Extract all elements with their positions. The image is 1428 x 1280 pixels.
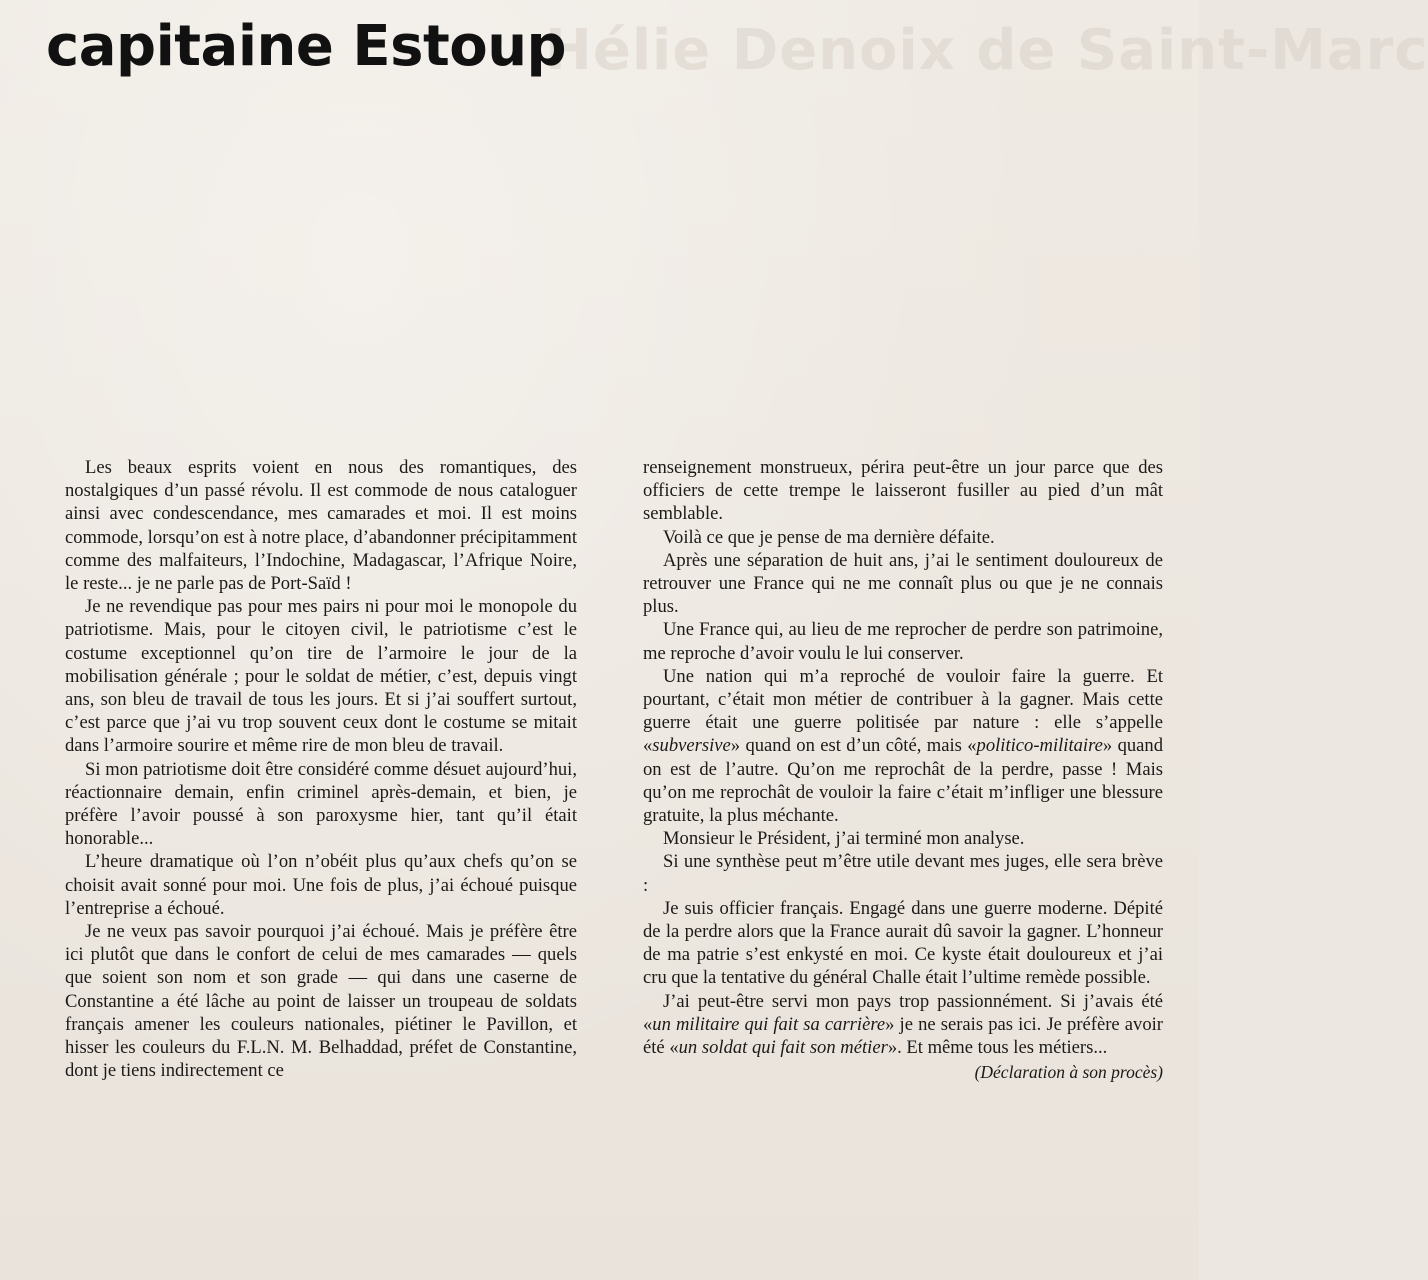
text-run: » je ne serais pas ici. Je préfère avoir été « — [643, 1013, 1163, 1059]
text-run: J’ai peut-être servi mon pays trop passionnément. Si j’avais été « — [643, 990, 1163, 1035]
paragraph: Je ne veux pas savoir pourquoi j’ai échoué. Mais je préfère être ici plutôt que dans le confort de celui de mes camarades — quels que soient son nom et son grade — qui dans une caserne de Constantine a été lâche au point de laisser un troupeau de soldats français amener les couleurs nationales, piétiner le Pavillon, et hisser les couleurs du F.L.N. M. Belhaddad, préfet de Constantine, dont je tiens indirectement ce — [65, 921, 577, 1082]
paragraph: Les beaux esprits voient en nous des romantiques, des nostalgiques d’un passé révolu. Il est commode de nous cataloguer ainsi avec condescendance, mes camarades et moi. Il est moins commode, lorsqu’on est à notre place, d’abandonner précipitamment comme des malfaiteurs, l’Indochine, Madagascar, l’Afrique Noire, le reste... je ne parle pas de Port-Saïd ! — [65, 457, 577, 595]
paragraph: Une France qui, au lieu de me reprocher de perdre son patrimoine, me reproche d’avoir voulu le lui conserver. — [643, 619, 1163, 664]
paragraph: Monsieur le Président, j’ai terminé mon analyse. — [663, 828, 1025, 850]
italic-quote: politico-militaire — [976, 735, 1103, 757]
text-run: » quand on est d’un côté, mais « — [730, 735, 977, 757]
right-column — [643, 456, 1163, 1084]
italic-quote: subversive — [652, 735, 731, 757]
text-run: ». Et même tous les métiers... — [887, 1037, 1108, 1059]
paragraph-continued: renseignement monstrueux, périra peut-être un jour parce que des officiers de cette trempe le laisseront fusiller au pied d’un mât semblable. — [643, 457, 1163, 525]
paragraph: Si une synthèse peut m’être utile devant mes juges, elle sera brève : — [643, 851, 1163, 896]
paragraph: Voilà ce que je pense de ma dernière défaite. — [663, 526, 995, 548]
italic-quote: un soldat qui fait son métier — [678, 1037, 888, 1059]
paragraph: Je ne revendique pas pour mes pairs ni pour moi le monopole du patriotisme. Mais, pour le citoyen civil, le patriotisme c’est le costume exceptionnel qu’on tire de l’armoire le jour de la mobilisation générale ; pour le soldat de métier, c’est, depuis vingt ans, son bleu de travail de tous les jours. Et si j’ai souffert surtout, c’est parce que j’ai vu trop souvent ceux dont le costume se mitait dans l’armoire sourire et même rire de mon bleu de travail. — [65, 596, 577, 757]
paragraph: Je suis officier français. Engagé dans une guerre moderne. Dépité de la perdre alors que la France aurait dû savoir la gagner. L’honneur de ma patrie s’est enkysté en moi. Ce kyste était douloureux et j’ai cru que la tentative du général Challe était l’ultime remède possible. — [643, 897, 1163, 989]
left-column — [65, 456, 577, 1082]
paragraph: Si mon patriotisme doit être considéré comme désuet aujourd’hui, réactionnaire demain, enfin criminel après-demain, et bien, je préfère l’avoir poussé à son paroxysme hier, tant qu’il était honorable... — [65, 758, 577, 850]
paragraph: Après une séparation de huit ans, j’ai le sentiment douloureux de retrouver une France qui ne me connaît plus ou que je ne connais plus. — [643, 549, 1163, 618]
page-title: capitaine Estoup — [46, 14, 567, 79]
paragraph — [643, 665, 1163, 827]
text-run: Une nation qui m’a reproché de vouloir faire la guerre. Et pourtant, c’était mon métier de contribuer à la gagner. Mais cette guerre était une guerre politisée par nature : elle s’appelle « — [643, 665, 1163, 757]
source-attribution: (Déclaration à son procès) — [974, 1062, 1163, 1083]
italic-quote: un militaire qui fait sa carrière — [652, 1013, 886, 1035]
text-run: » quand on est de l’autre. Qu’on me reprochât de la perdre, passe ! Mais qu’on me reprochât de vouloir la faire c’était m’infliger une blessure gratuite, la plus méchante. — [643, 735, 1164, 827]
paragraph — [643, 990, 1163, 1060]
paragraph: L’heure dramatique où l’on n’obéit plus qu’aux chefs qu’on se choisit avait sonné pour moi. Une fois de plus, j’ai échoué puisque l’entreprise a échoué. — [65, 851, 577, 919]
show-through-title: Hélie Denoix de Saint-Marc — [545, 18, 1428, 83]
